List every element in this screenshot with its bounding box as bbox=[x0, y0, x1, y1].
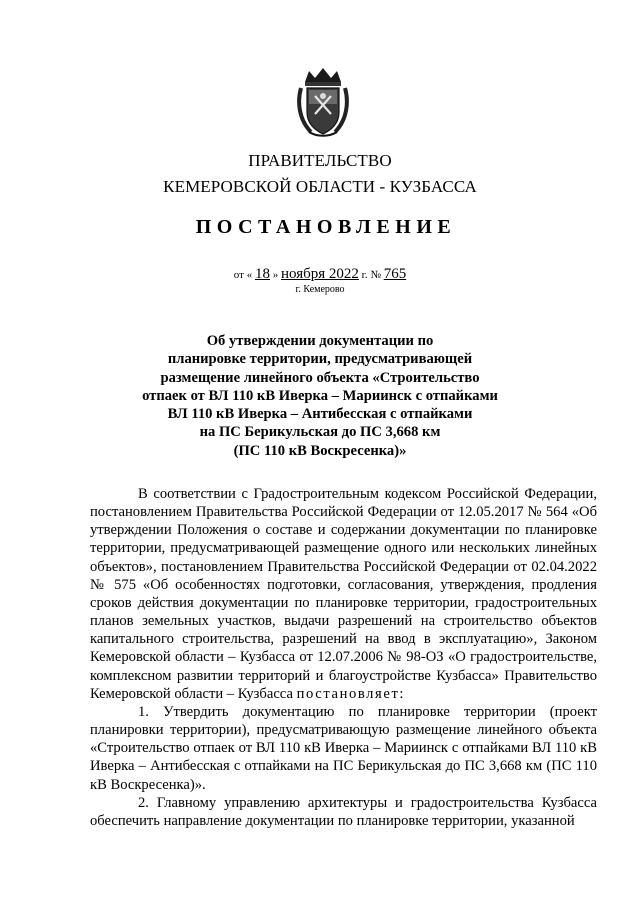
subject-line: на ПС Берикульская до ПС 3,668 км bbox=[199, 424, 441, 441]
government-name-line1: ПРАВИТЕЛЬСТВО bbox=[248, 151, 392, 170]
decree-day: 18 bbox=[254, 266, 270, 282]
number-sign: № bbox=[370, 269, 381, 281]
clause-2: 2. Главному управлению архитектуры и градостроительства Кузбасса обеспечить направление документации по планировке территории, указанной bbox=[90, 794, 597, 829]
decree-city: г. Кемерово bbox=[295, 284, 345, 295]
subject-line: Об утверждении документации по bbox=[206, 333, 434, 349]
subject-line: размещение линейного объекта «Строительство bbox=[160, 369, 480, 386]
document-type-title: ПОСТАНОВЛЕНИЕ bbox=[195, 216, 457, 238]
government-name-line2: КЕМЕРОВСКОЙ ОБЛАСТИ - КУЗБАССА bbox=[163, 177, 477, 196]
resolves-word: постановляет: bbox=[296, 685, 406, 702]
decree-month-year: ноября 2022 bbox=[280, 266, 359, 282]
date-quote-close: » bbox=[272, 269, 279, 281]
preamble-paragraph bbox=[90, 485, 597, 703]
decree-date-line bbox=[0, 266, 640, 283]
subject-line: планировке территории, предусматривающей bbox=[167, 351, 473, 368]
year-abbrev: г. bbox=[361, 269, 368, 281]
subject-line: отпаек от ВЛ 110 кВ Иверка – Мариинск с отпайками bbox=[142, 387, 498, 404]
decree-body bbox=[90, 485, 597, 830]
preamble-text: В соответствии с Градостроительным кодексом Российской Федерации, постановлением Правительства Российской Федерации от 12.05.2017 № 564 «Об утверждении Положения о составе и содержании документации по планировке территории, предусматривающей размещение одного или нескольких линейных объектов», постановлением Правительства Российской Федерации от 02.04.2022 № 575 «Об особенностях подготовки, согласования, утверждения, продления сроков действия документации по планировке территории, градостроительных планов земельных участков, выдачи разрешений на строительство объектов капитального строительства, разрешений на ввод в эксплуатацию», Законом Кемеровской области – Кузбасса от 12.07.2006 № 98-ОЗ «О градостроительстве, комплексном развитии территорий и благоустройстве Кузбасса» Правительство Кемеровской области – Кузбасса bbox=[90, 486, 597, 702]
subject-line: ВЛ 110 кВ Иверка – Антибесская с отпайками bbox=[167, 406, 473, 423]
subject-line: (ПС 110 кВ Воскресенка)» bbox=[233, 442, 407, 459]
decree-subject bbox=[100, 332, 540, 460]
date-prefix: от « bbox=[233, 269, 253, 281]
clause-1: 1. Утвердить документацию по планировке территории (проект планировки территории), предусматривающую размещение линейного объекта «Строительство отпаек от ВЛ 110 кВ Иверка – Мариинск с отпайками ВЛ 110 кВ Иверка – Антибесская с отпайками на ПС Берикульская до ПС 3,668 км (ПС 110 кВ Воскресенка)». bbox=[90, 703, 597, 793]
kuzbass-coat-of-arms-icon bbox=[295, 66, 351, 138]
decree-number: 765 bbox=[383, 266, 407, 282]
